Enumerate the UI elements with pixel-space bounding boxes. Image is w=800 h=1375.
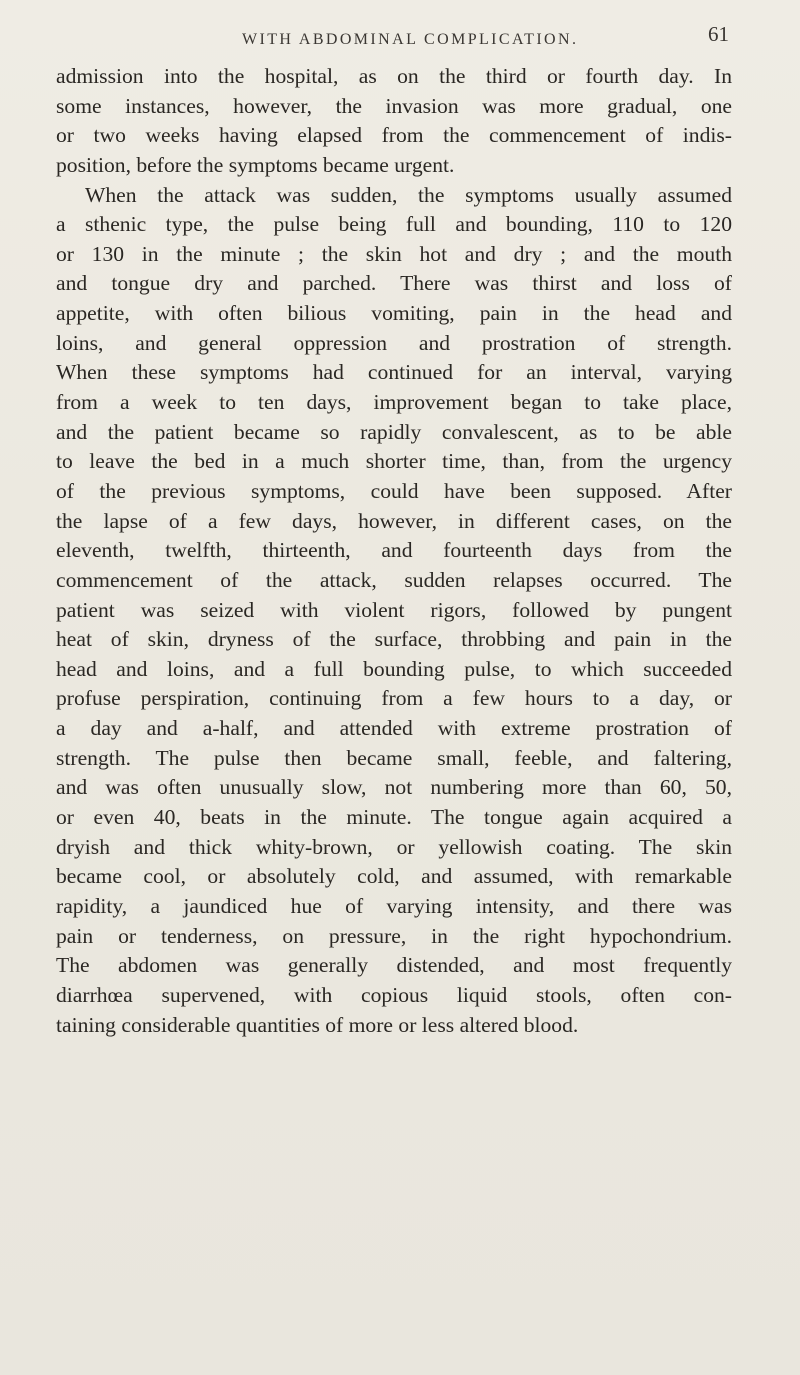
text-line: some instances, however, the invasion was more gradual, one — [56, 93, 732, 118]
text-line: admission into the hospital, as on the third or fourth day. In — [56, 64, 732, 88]
page-number: 61 — [708, 22, 729, 46]
text-line: When these symptoms had continued for an interval, varying — [56, 360, 732, 385]
text-line: or 130 in the minute ; the skin hot and dry ; and the mouth — [56, 241, 732, 266]
text-line: a sthenic type, the pulse being full and bounding, 110 to 120 — [56, 212, 732, 237]
text-line: position, before the symptoms became urgent. — [56, 152, 455, 177]
text-line: a day and a-half, and attended with extreme prostration of — [56, 716, 732, 741]
text-line: loins, and general oppression and prostration of strength. — [56, 330, 732, 355]
text-line: rapidity, a jaundiced hue of varying intensity, and there was — [56, 893, 732, 918]
text-line: to leave the bed in a much shorter time, than, from the urgency — [56, 449, 732, 474]
text-line: commencement of the attack, sudden relapses occurred. The — [56, 567, 732, 592]
running-title: WITH ABDOMINAL COMPLICATION. — [242, 31, 579, 48]
text-line: taining considerable quantities of more or less altered blood. — [56, 1012, 579, 1037]
text-line: became cool, or absolutely cold, and assumed, with remarkable — [56, 864, 732, 889]
text-line: appetite, with often bilious vomiting, pain in the head and — [56, 301, 732, 326]
text-line: patient was seized with violent rigors, followed by pungent — [56, 597, 732, 622]
text-line: When the attack was sudden, the symptoms usually assumed — [85, 182, 732, 207]
text-line: of the previous symptoms, could have been supposed. After — [56, 478, 732, 503]
text-line: The abdomen was generally distended, and most frequently — [56, 953, 732, 978]
text-line: the lapse of a few days, however, in different cases, on the — [56, 508, 732, 533]
body-text — [56, 62, 732, 1040]
text-line: profuse perspiration, continuing from a few hours to a day, or — [56, 686, 732, 711]
running-head — [0, 22, 800, 52]
text-line: diarrhœa supervened, with copious liquid stools, often con- — [56, 982, 732, 1007]
text-line: and was often unusually slow, not numbering more than 60, 50, — [56, 775, 732, 800]
text-line: or two weeks having elapsed from the commencement of indis- — [56, 123, 732, 148]
text-line: strength. The pulse then became small, feeble, and faltering, — [56, 745, 732, 770]
text-line: eleventh, twelfth, thirteenth, and fourteenth days from the — [56, 538, 732, 563]
text-line: and tongue dry and parched. There was thirst and loss of — [56, 271, 732, 296]
text-line: heat of skin, dryness of the surface, throbbing and pain in the — [56, 627, 732, 652]
text-line: and the patient became so rapidly convalescent, as to be able — [56, 419, 732, 444]
text-line: pain or tenderness, on pressure, in the right hypochondrium. — [56, 923, 732, 948]
text-line: from a week to ten days, improvement began to take place, — [56, 390, 732, 415]
text-line: dryish and thick whity-brown, or yellowish coating. The skin — [56, 834, 732, 859]
text-line: or even 40, beats in the minute. The tongue again acquired a — [56, 805, 732, 830]
text-line: head and loins, and a full bounding pulse, to which succeeded — [56, 656, 732, 681]
